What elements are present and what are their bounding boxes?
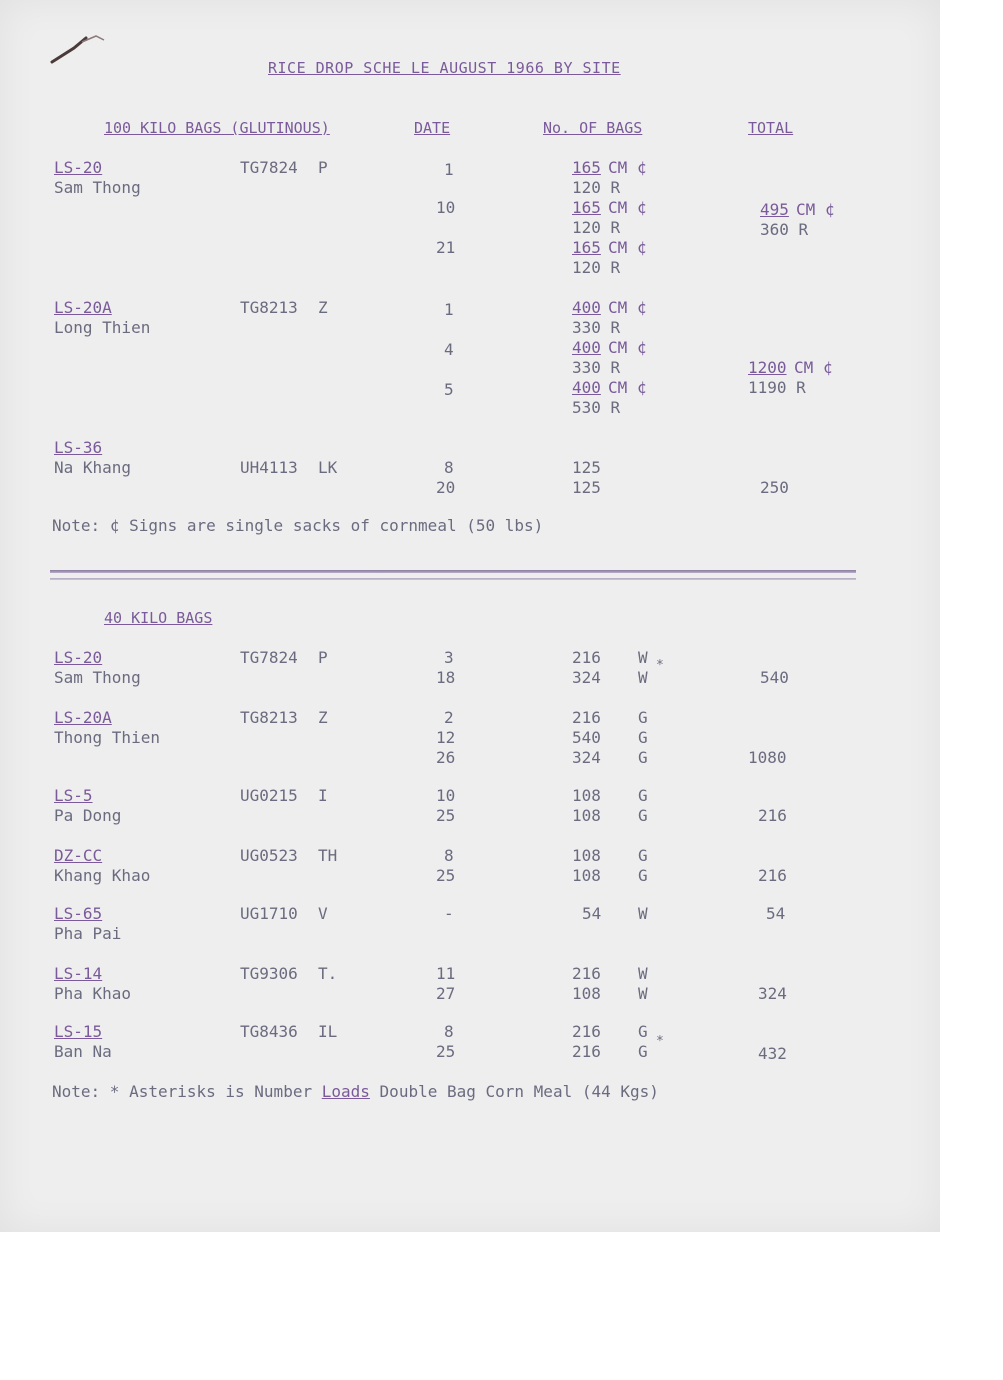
grid-code: I bbox=[318, 786, 328, 805]
bag-type: CM ¢ bbox=[608, 338, 647, 357]
bag-count: 108 bbox=[572, 806, 601, 825]
grid-code: P bbox=[318, 648, 328, 667]
bag-count: 120 R bbox=[572, 178, 621, 197]
drop-date: 1 bbox=[444, 300, 454, 319]
drop-date: 21 bbox=[436, 238, 456, 257]
site-name: Long Thien bbox=[54, 318, 151, 337]
rice-type: G bbox=[638, 806, 648, 825]
header-number-of-bags: No. OF BAGS bbox=[543, 119, 643, 137]
grid-reference: TG7824 bbox=[240, 158, 298, 177]
grid-reference: UH4113 bbox=[240, 458, 298, 477]
rice-type: G bbox=[638, 866, 648, 885]
total-count: 250 bbox=[760, 478, 789, 497]
bag-count: 330 R bbox=[572, 318, 621, 337]
bag-count: 108 bbox=[572, 786, 601, 805]
rice-type: W bbox=[638, 668, 648, 687]
total-count: 495 bbox=[760, 200, 789, 219]
grid-reference: UG1710 bbox=[240, 904, 298, 923]
bag-count: 108 bbox=[572, 866, 601, 885]
rice-type: W bbox=[638, 904, 648, 923]
grid-reference: UG0523 bbox=[240, 846, 298, 865]
bag-count: 216 bbox=[572, 1022, 601, 1041]
total-type: CM ¢ bbox=[796, 200, 835, 219]
bag-count: 165 bbox=[572, 238, 601, 257]
site-code: LS-15 bbox=[54, 1022, 103, 1041]
grid-reference: TG8213 bbox=[240, 298, 298, 317]
grid-reference: TG8213 bbox=[240, 708, 298, 727]
section-divider bbox=[50, 578, 856, 580]
bag-count: 120 R bbox=[572, 218, 621, 237]
drop-date: 2 bbox=[444, 708, 454, 727]
bag-count: 165 bbox=[572, 198, 601, 217]
site-code: LS-20 bbox=[54, 158, 103, 177]
site-code: LS-20A bbox=[54, 298, 112, 317]
site-code: LS-20 bbox=[54, 648, 103, 667]
bag-count: 330 R bbox=[572, 358, 621, 377]
total-count: 324 bbox=[758, 984, 787, 1003]
bag-count: 216 bbox=[572, 708, 601, 727]
bag-count: 540 bbox=[572, 728, 601, 747]
site-code: LS-36 bbox=[54, 438, 103, 457]
rice-type: G bbox=[638, 1042, 648, 1061]
bag-count: 530 R bbox=[572, 398, 621, 417]
section-divider bbox=[50, 570, 856, 573]
bag-count: 216 bbox=[572, 1042, 601, 1061]
site-name: Thong Thien bbox=[54, 728, 160, 747]
bag-count: 216 bbox=[572, 964, 601, 983]
site-name: Khang Khao bbox=[54, 866, 151, 885]
site-name: Pa Dong bbox=[54, 806, 122, 825]
drop-date: 11 bbox=[436, 964, 456, 983]
bag-count: 120 R bbox=[572, 258, 621, 277]
drop-date: 5 bbox=[444, 380, 454, 399]
site-code: DZ-CC bbox=[54, 846, 103, 865]
total-count: 540 bbox=[760, 668, 789, 687]
site-code: LS-14 bbox=[54, 964, 103, 983]
drop-date: 20 bbox=[436, 478, 456, 497]
bag-type: CM ¢ bbox=[608, 378, 647, 397]
site-name: Sam Thong bbox=[54, 178, 141, 197]
asterisk-mark: * bbox=[656, 658, 664, 673]
drop-date: 25 bbox=[436, 1042, 456, 1061]
drop-date: 27 bbox=[436, 984, 456, 1003]
grid-code: LK bbox=[318, 458, 338, 477]
grid-reference: TG7824 bbox=[240, 648, 298, 667]
asterisk-mark: * bbox=[656, 1034, 664, 1049]
total-count: 216 bbox=[758, 806, 787, 825]
header-100-kilo-bags: 100 KILO BAGS (GLUTINOUS) bbox=[104, 119, 330, 137]
section-heading-40-kilo: 40 KILO BAGS bbox=[104, 609, 213, 627]
drop-date: 8 bbox=[444, 846, 454, 865]
drop-date: 8 bbox=[444, 458, 454, 477]
drop-date: 25 bbox=[436, 866, 456, 885]
note-asterisks bbox=[52, 1082, 659, 1102]
drop-date: - bbox=[444, 904, 454, 923]
grid-code: T. bbox=[318, 964, 338, 983]
bag-type: CM ¢ bbox=[608, 298, 647, 317]
site-code: LS-20A bbox=[54, 708, 112, 727]
bag-count: 54 bbox=[582, 904, 602, 923]
grid-code: V bbox=[318, 904, 328, 923]
note-text: Double Bag Corn Meal (44 Kgs) bbox=[379, 1082, 659, 1101]
bag-count: 125 bbox=[572, 478, 601, 497]
drop-date: 4 bbox=[444, 340, 454, 359]
bag-type: CM ¢ bbox=[608, 238, 647, 257]
bag-count: 400 bbox=[572, 378, 601, 397]
drop-date: 18 bbox=[436, 668, 456, 687]
rice-type: G bbox=[638, 708, 648, 727]
drop-date: 25 bbox=[436, 806, 456, 825]
bag-count: 125 bbox=[572, 458, 601, 477]
site-name: Pha Pai bbox=[54, 924, 122, 943]
bag-count: 108 bbox=[572, 846, 601, 865]
rice-type: G bbox=[638, 728, 648, 747]
site-name: Sam Thong bbox=[54, 668, 141, 687]
drop-date: 10 bbox=[436, 198, 456, 217]
total-count: 1190 R bbox=[748, 378, 806, 397]
rice-type: G bbox=[638, 846, 648, 865]
note-text: Note: * Asterisks is Number bbox=[52, 1082, 313, 1101]
total-count: 216 bbox=[758, 866, 787, 885]
grid-code: Z bbox=[318, 298, 328, 317]
rice-type: W bbox=[638, 984, 648, 1003]
grid-reference: UG0215 bbox=[240, 786, 298, 805]
site-name: Ban Na bbox=[54, 1042, 112, 1061]
note-loads: Loads bbox=[321, 1082, 370, 1101]
drop-date: 1 bbox=[444, 160, 454, 179]
site-name: Na Khang bbox=[54, 458, 132, 477]
grid-code: IL bbox=[318, 1022, 338, 1041]
bag-type: CM ¢ bbox=[608, 198, 647, 217]
total-type: CM ¢ bbox=[794, 358, 833, 377]
page-title: RICE DROP SCHE LE AUGUST 1966 BY SITE bbox=[268, 59, 621, 77]
total-count: 360 R bbox=[760, 220, 809, 239]
bag-count: 400 bbox=[572, 338, 601, 357]
site-code: LS-5 bbox=[54, 786, 93, 805]
grid-code: P bbox=[318, 158, 328, 177]
site-code: LS-65 bbox=[54, 904, 103, 923]
drop-date: 3 bbox=[444, 648, 454, 667]
bag-type: CM ¢ bbox=[608, 158, 647, 177]
rice-type: G bbox=[638, 1022, 648, 1041]
bag-count: 165 bbox=[572, 158, 601, 177]
rice-type: G bbox=[638, 748, 648, 767]
bag-count: 324 bbox=[572, 668, 601, 687]
header-total: TOTAL bbox=[748, 119, 794, 137]
total-count: 1080 bbox=[748, 748, 787, 767]
total-count: 54 bbox=[766, 904, 786, 923]
bag-count: 216 bbox=[572, 648, 601, 667]
drop-date: 12 bbox=[436, 728, 456, 747]
total-count: 1200 bbox=[748, 358, 787, 377]
grid-reference: TG9306 bbox=[240, 964, 298, 983]
rice-type: G bbox=[638, 786, 648, 805]
drop-date: 10 bbox=[436, 786, 456, 805]
header-date: DATE bbox=[414, 119, 451, 137]
rice-type: W bbox=[638, 964, 648, 983]
bag-count: 324 bbox=[572, 748, 601, 767]
total-count: 432 bbox=[758, 1044, 787, 1063]
note-cornmeal: Note: ¢ Signs are single sacks of cornmeal (50 lbs) bbox=[52, 516, 544, 535]
grid-reference: TG8436 bbox=[240, 1022, 298, 1041]
rice-type: W bbox=[638, 648, 648, 667]
drop-date: 8 bbox=[444, 1022, 454, 1041]
grid-code: Z bbox=[318, 708, 328, 727]
pen-mark-icon bbox=[48, 30, 108, 66]
drop-date: 26 bbox=[436, 748, 456, 767]
grid-code: TH bbox=[318, 846, 338, 865]
bag-count: 400 bbox=[572, 298, 601, 317]
bag-count: 108 bbox=[572, 984, 601, 1003]
site-name: Pha Khao bbox=[54, 984, 132, 1003]
